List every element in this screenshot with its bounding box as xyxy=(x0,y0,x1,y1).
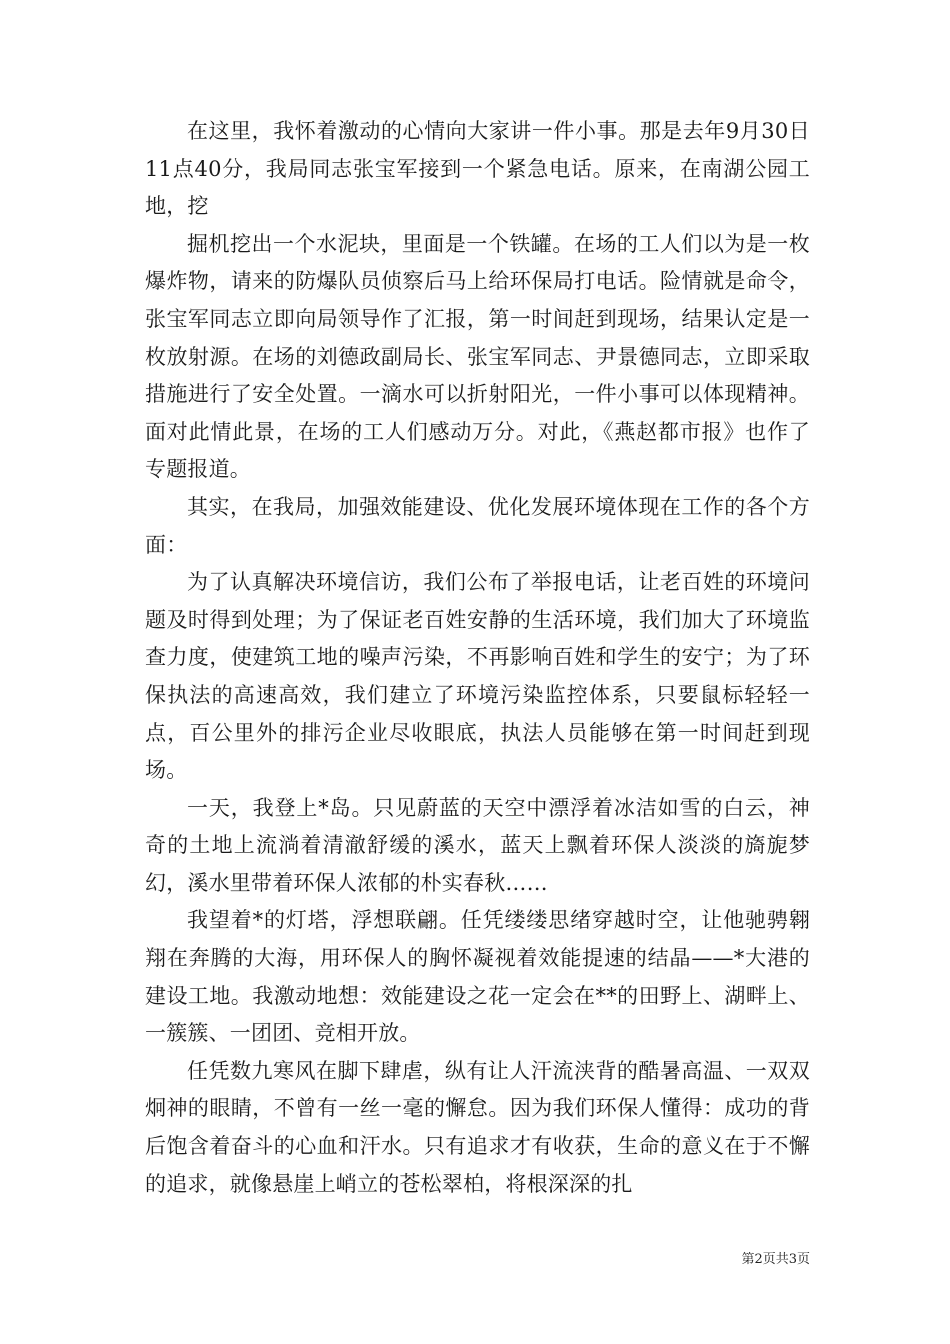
paragraph: 其实，在我局，加强效能建设、优化发展环境体现在工作的各个方面： xyxy=(145,494,810,557)
paragraph: 为了认真解决环境信访，我们公布了举报电话，让老百姓的环境问题及时得到处理；为了保证老百姓安静的生活环境，我们加大了环境监查力度，使建筑工地的噪声污染，不再影响百姓和学生的安宁；为了环保执法的高速高效，我们建立了环境污染监控体系，只要鼠标轻轻一点，百公里外的排污企业尽收眼底，执法人员能够在第一时间赶到现场。 xyxy=(145,570,810,783)
paragraph: 我望着*的灯塔，浮想联翩。任凭缕缕思绪穿越时空，让他驰骋翱翔在奔腾的大海，用环保人的胸怀凝视着效能提速的结晶——*大港的建设工地。我激动地想：效能建设之花一定会在**的田野上、湖畔上、一簇簇、一团团、竞相开放。 xyxy=(145,908,810,1046)
paragraph: 掘机挖出一个水泥块，里面是一个铁罐。在场的工人们以为是一枚爆炸物，请来的防爆队员侦察后马上给环保局打电话。险情就是命令，张宝军同志立即向局领导作了汇报，第一时间赶到现场，结果认定是一枚放射源。在场的刘德政副局长、张宝军同志、尹景德同志，立即采取措施进行了安全处置。一滴水可以折射阳光，一件小事可以体现精神。面对此情此景，在场的工人们感动万分。对此，《燕赵都市报》也作了专题报道。 xyxy=(145,231,810,482)
paragraph: 在这里，我怀着激动的心情向大家讲一件小事。那是去年9月30日11点40分，我局同志张宝军接到一个紧急电话。原来，在南湖公园工地，挖 xyxy=(145,119,810,219)
paragraph: 一天，我登上*岛。只见蔚蓝的天空中漂浮着冰洁如雪的白云，神奇的土地上流淌着清澈舒缓的溪水，蓝天上飘着环保人淡淡的旖旎梦幻，溪水里带着环保人浓郁的朴实春秋…… xyxy=(145,795,810,895)
document-body xyxy=(145,113,810,1203)
paragraph: 任凭数九寒风在脚下肆虐，纵有让人汗流浃背的酷暑高温、一双双炯神的眼睛，不曾有一丝一毫的懈怠。因为我们环保人懂得：成功的背后饱含着奋斗的心血和汗水。只有追求才有收获，生命的意义在于不懈的追求，就像悬崖上峭立的苍松翠柏，将根深深的扎 xyxy=(145,1058,810,1196)
page-number-footer: 第2页共3页 xyxy=(741,1252,810,1267)
